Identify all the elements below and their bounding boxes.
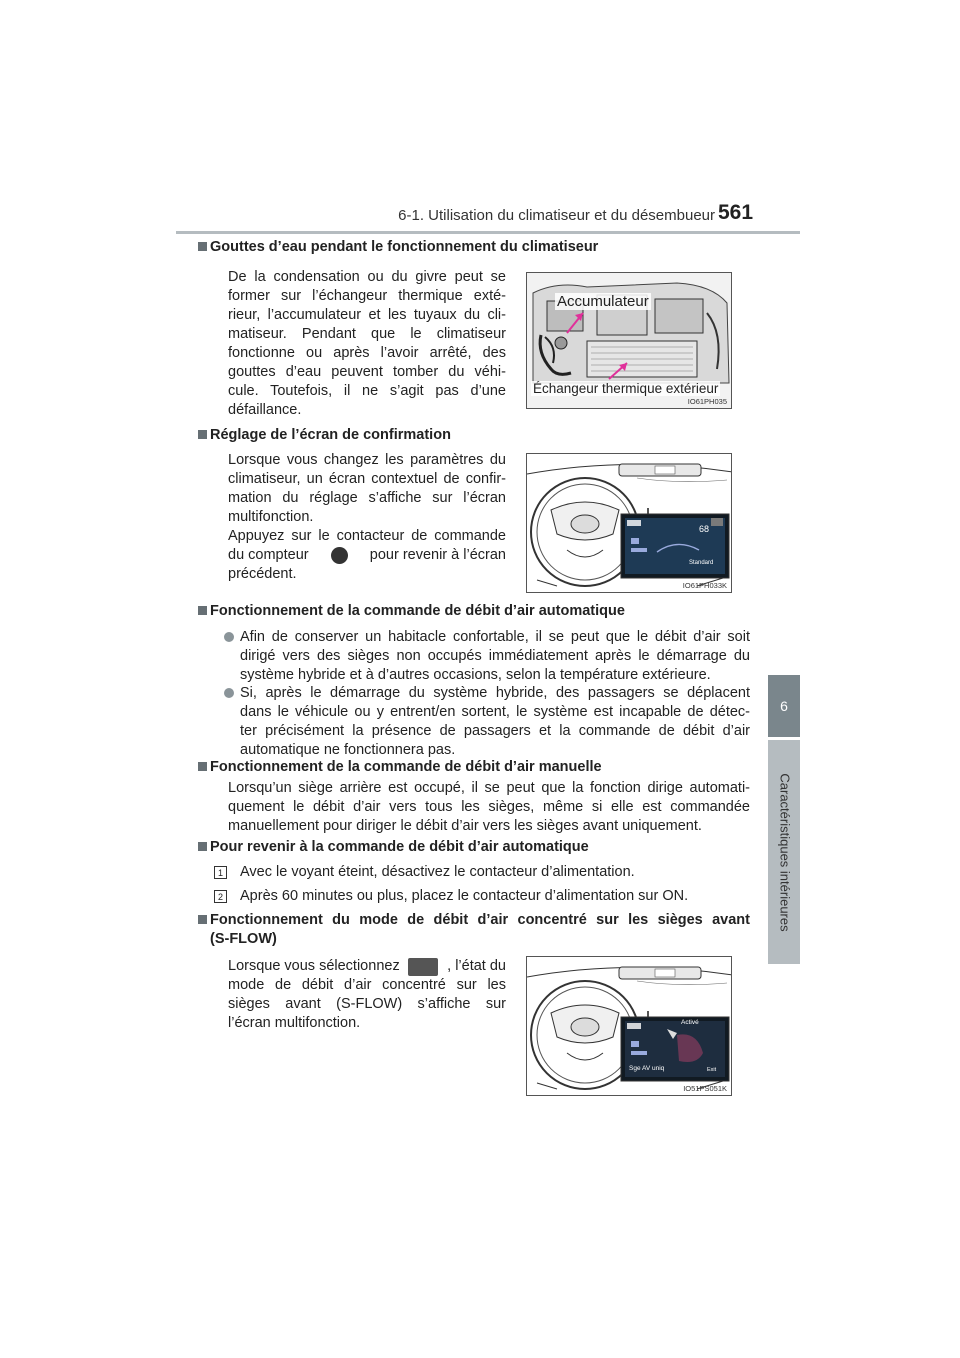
back-button-icon — [331, 547, 348, 564]
figure-code: IO61PH035 — [687, 397, 727, 406]
screen-value: 68 — [699, 524, 710, 534]
section-title-sflow-2: (S-FLOW) — [210, 931, 277, 947]
square-bullet-icon — [198, 842, 207, 851]
step-number-1: 1 — [214, 866, 227, 879]
screen-exit: Exit — [707, 1067, 717, 1073]
dashboard-figure-2 — [526, 956, 732, 1096]
section-title-reglage: Réglage de l’écran de confirmation — [210, 426, 451, 445]
section-title-gouttes: Gouttes d’eau pendant le fonctionnement du climatiseur — [210, 238, 598, 257]
section-title-manuelle: Fonctionnement de la commande de débit d’air manuelle — [210, 758, 602, 777]
chapter-tab: 6 — [768, 675, 800, 737]
square-bullet-icon — [198, 430, 207, 439]
dashboard-figure-1 — [526, 453, 732, 593]
dashboard-illustration-2 — [527, 957, 732, 1096]
manuelle-paragraph: Lorsqu’un siège arrière est occupé, il se peut que la fonction dirige automati- quement le débit d’air vers tous les sièges, même si elle est commandée manuellement pour diriger le débit d’air vers les sièges avant uniquement. — [228, 780, 750, 834]
figure-code: IO51PS051K — [683, 1084, 727, 1093]
chapter-label — [776, 740, 794, 964]
screen-caption: Sge AV uniq — [629, 1065, 665, 1072]
page-number: 561 — [718, 201, 754, 224]
square-bullet-icon — [198, 606, 207, 615]
header-title: 6-1. Utilisation du climatiseur et du désembueur — [398, 207, 715, 224]
screen-setting: Standard — [689, 560, 714, 566]
front-seat-airflow-icon — [408, 958, 438, 976]
screen-status: Activé — [681, 1019, 699, 1026]
step-number-2: 2 — [214, 890, 227, 903]
reglage-paragraph-2: Appuyez sur le contacteur de commande du compteur pour revenir à l’écran précédent. — [228, 528, 506, 582]
gouttes-paragraph: De la condensation ou du givre peut se former sur l’échangeur thermique exté- rieur, l’accumulateur et les tuyaux du cli- matiseur. Pendant que le climatiseur fonctionne ou après l’avoir arrêté, des gouttes d’eau peuvent tomber du véhi- cule. Toutefois, il ne s’agit pas d’une défaillance. — [228, 269, 506, 418]
accumulator-label: Accumulateur — [557, 293, 649, 310]
section-title-revenir: Pour revenir à la commande de débit d’air automatique — [210, 838, 589, 857]
round-bullet-icon — [224, 688, 234, 698]
section-title-auto: Fonctionnement de la commande de débit d’air automatique — [210, 602, 625, 621]
step-text-1: Avec le voyant éteint, désactivez le contacteur d’alimentation. — [240, 864, 635, 880]
round-bullet-icon — [224, 632, 234, 642]
section-title-sflow: Fonctionnement du mode de débit d’air concentré sur les sièges avant — [210, 911, 750, 930]
engine-bay-figure — [526, 272, 732, 409]
figure-code: IO61PH033K — [682, 581, 727, 590]
square-bullet-icon — [198, 762, 207, 771]
step-text-2: Après 60 minutes ou plus, placez le contacteur d’alimentation sur ON. — [240, 888, 689, 904]
heat-exchanger-label: Échangeur thermique extérieur — [533, 381, 719, 396]
header-rule — [176, 231, 800, 234]
chapter-label-text: Caractéristiques intérieures — [777, 772, 793, 932]
square-bullet-icon — [198, 242, 207, 251]
square-bullet-icon — [198, 915, 207, 924]
sflow-paragraph: Lorsque vous sélectionnez , l’état du mode de débit d’air concentré sur les sièges avant (S-FLOW) s’affiche sur l’écran multifonction. — [228, 958, 506, 1031]
reglage-paragraph-1: Lorsque vous changez les paramètres du climatiseur, un écran contextuel de confir- mation du réglage s’affiche sur l’écran multifonction. — [228, 452, 506, 525]
